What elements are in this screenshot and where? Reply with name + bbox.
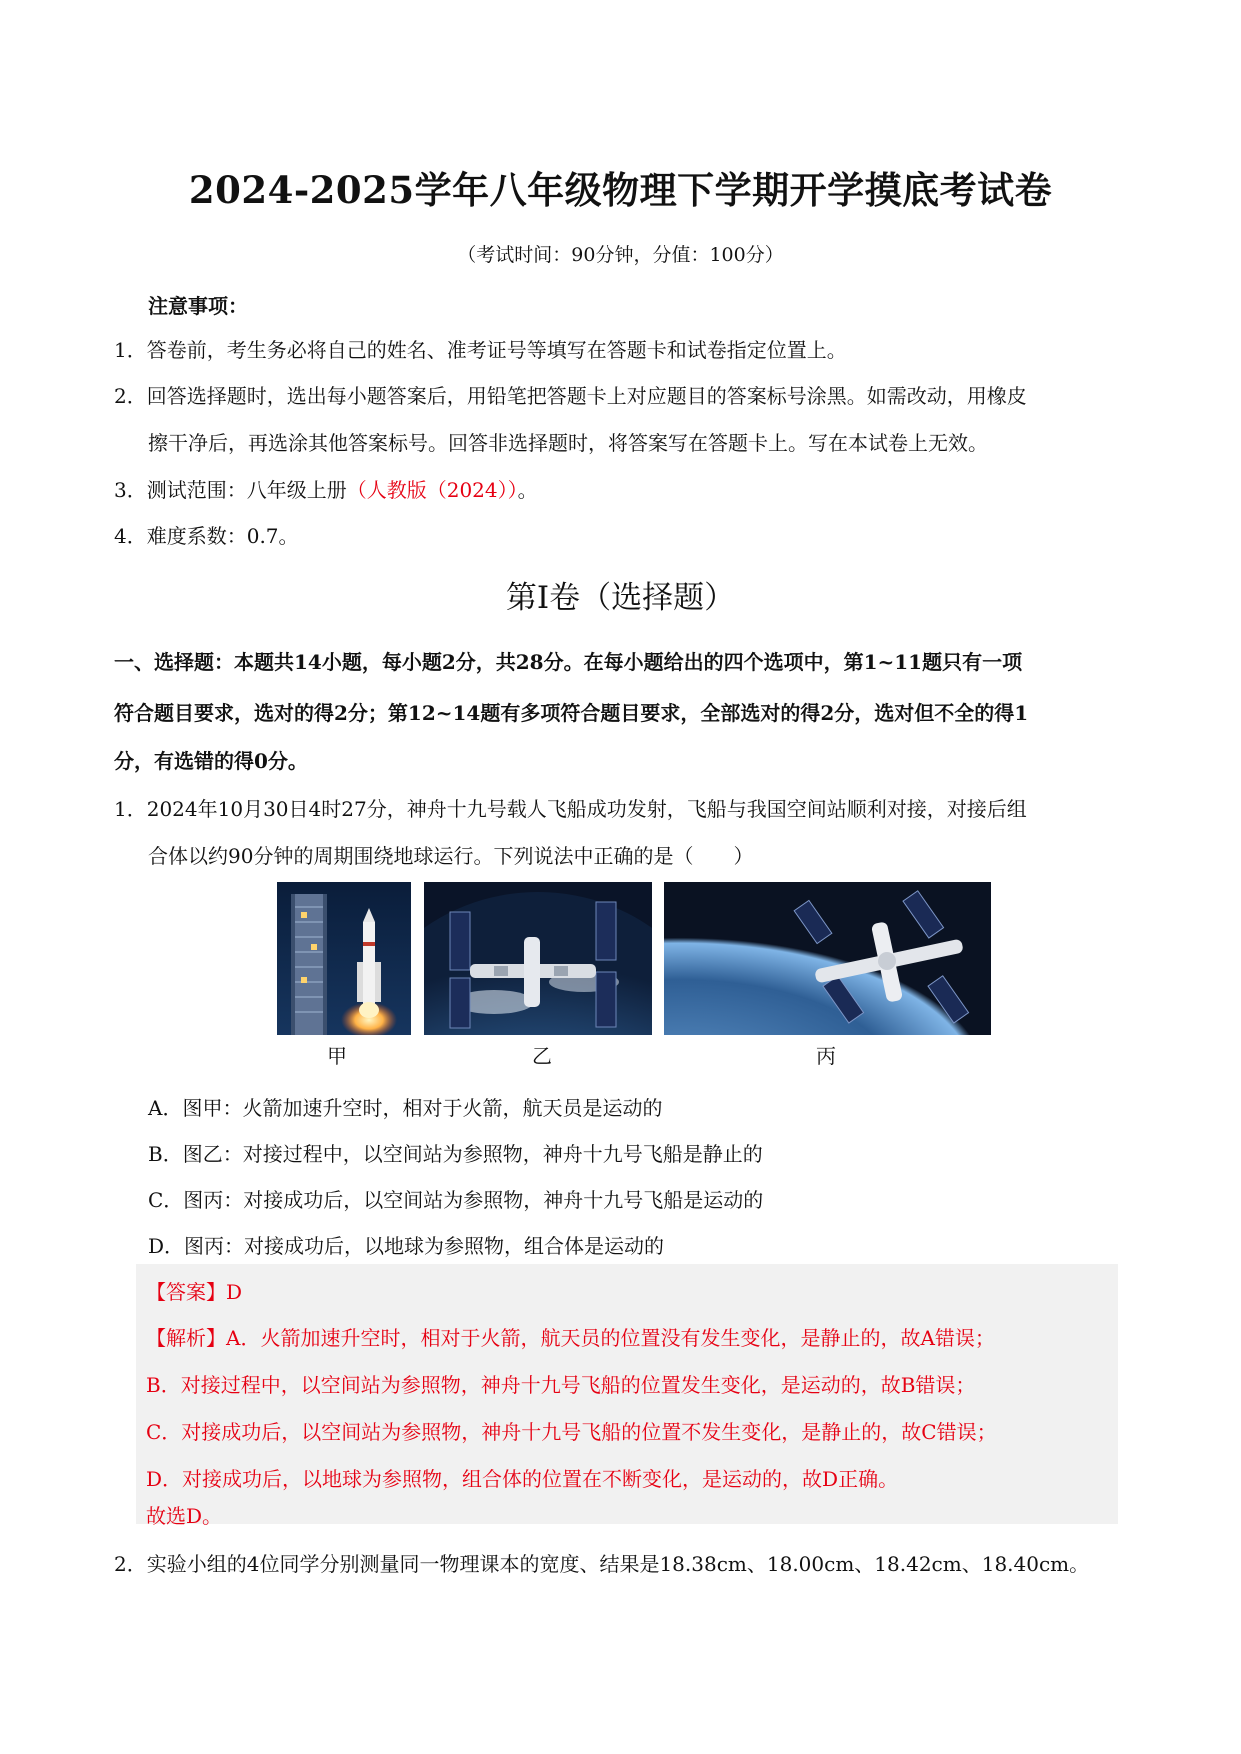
notes-heading: 注意事项： xyxy=(148,294,248,318)
analysis-conclusion: 故选D。 xyxy=(146,1504,223,1528)
figure-rocket-launch xyxy=(277,882,411,1035)
analysis-line-1: 【解析】A．火箭加速升空时，相对于火箭，航天员的位置没有发生变化，是静止的，故A错误； xyxy=(146,1326,995,1350)
section-instruction-line-1: 一、选择题：本题共14小题，每小题2分，共28分。在每小题给出的四个选项中，第1~11题只有一项 xyxy=(114,650,1023,674)
space-station-docking-image xyxy=(424,882,652,1035)
answer-label: 【答案】D xyxy=(146,1280,243,1304)
section-instruction-line-2: 符合题目要求，选对的得2分；第12~14题有多项符合题目要求，全部选对的得2分，选对但不全的得1 xyxy=(114,701,1029,725)
caption-jia: 甲 xyxy=(327,1044,347,1068)
analysis-line-4: D．对接成功后，以地球为参照物，组合体的位置在不断变化，是运动的，故D正确。 xyxy=(146,1467,899,1491)
question-1-stem-line-2: 合体以约90分钟的周期围绕地球运行。下列说法中正确的是（ ） xyxy=(148,844,754,868)
note-item-2-line-2: 擦干净后，再选涂其他答案标号。回答非选择题时，将答案写在答题卡上。写在本试卷上无效。 xyxy=(148,431,988,455)
note-item-3-prefix: 3．测试范围：八年级上册 xyxy=(114,478,347,502)
caption-yi: 乙 xyxy=(532,1044,552,1068)
note-item-2-line-1: 2．回答选择题时，选出每小题答案后，用铅笔把答题卡上对应题目的答案标号涂黑。如需改动，用橡皮 xyxy=(114,384,1027,408)
option-c: C．图丙：对接成功后，以空间站为参照物，神舟十九号飞船是运动的 xyxy=(148,1188,764,1212)
note-item-3-suffix: 。 xyxy=(517,478,538,502)
exam-title: 2024-2025学年八年级物理下学期开学摸底考试卷 xyxy=(188,168,1053,212)
option-b: B．图乙：对接过程中，以空间站为参照物，神舟十九号飞船是静止的 xyxy=(148,1142,763,1166)
note-item-4: 4．难度系数：0.7。 xyxy=(114,524,299,548)
rocket-launch-image xyxy=(277,882,411,1035)
note-item-1: 1．答卷前，考生务必将自己的姓名、准考证号等填写在答题卡和试卷指定位置上。 xyxy=(114,338,847,362)
section-instruction-line-3: 分，有选错的得0分。 xyxy=(114,749,308,773)
question-1-stem-line-1: 1．2024年10月30日4时27分，神舟十九号载人飞船成功发射，飞船与我国空间站顺利对接，对接后组 xyxy=(114,797,1027,821)
caption-bing: 丙 xyxy=(816,1044,836,1068)
figure-station-docking xyxy=(424,882,652,1035)
analysis-line-3: C．对接成功后，以空间站为参照物，神舟十九号飞船的位置不发生变化，是静止的，故C错误； xyxy=(146,1420,997,1444)
note-item-3 xyxy=(114,474,538,503)
section-title: 第Ⅰ卷（选择题） xyxy=(505,580,736,616)
note-item-3-textbook: （人教版（2024）） xyxy=(346,478,518,502)
figure-combined-station xyxy=(664,882,991,1035)
option-d: D．图丙：对接成功后，以地球为参照物，组合体是运动的 xyxy=(148,1234,665,1258)
option-a: A．图甲：火箭加速升空时，相对于火箭，航天员是运动的 xyxy=(148,1096,663,1120)
analysis-line-2: B．对接过程中，以空间站为参照物，神舟十九号飞船的位置发生变化，是运动的，故B错误； xyxy=(146,1373,976,1397)
combined-station-image xyxy=(664,882,991,1035)
exam-subtitle: （考试时间：90分钟，分值：100分） xyxy=(457,244,784,266)
question-2-stem-line-1: 2．实验小组的4位同学分别测量同一物理课本的宽度、结果是18.38cm、18.00cm、18.42cm、18.40cm。 xyxy=(114,1552,1090,1576)
